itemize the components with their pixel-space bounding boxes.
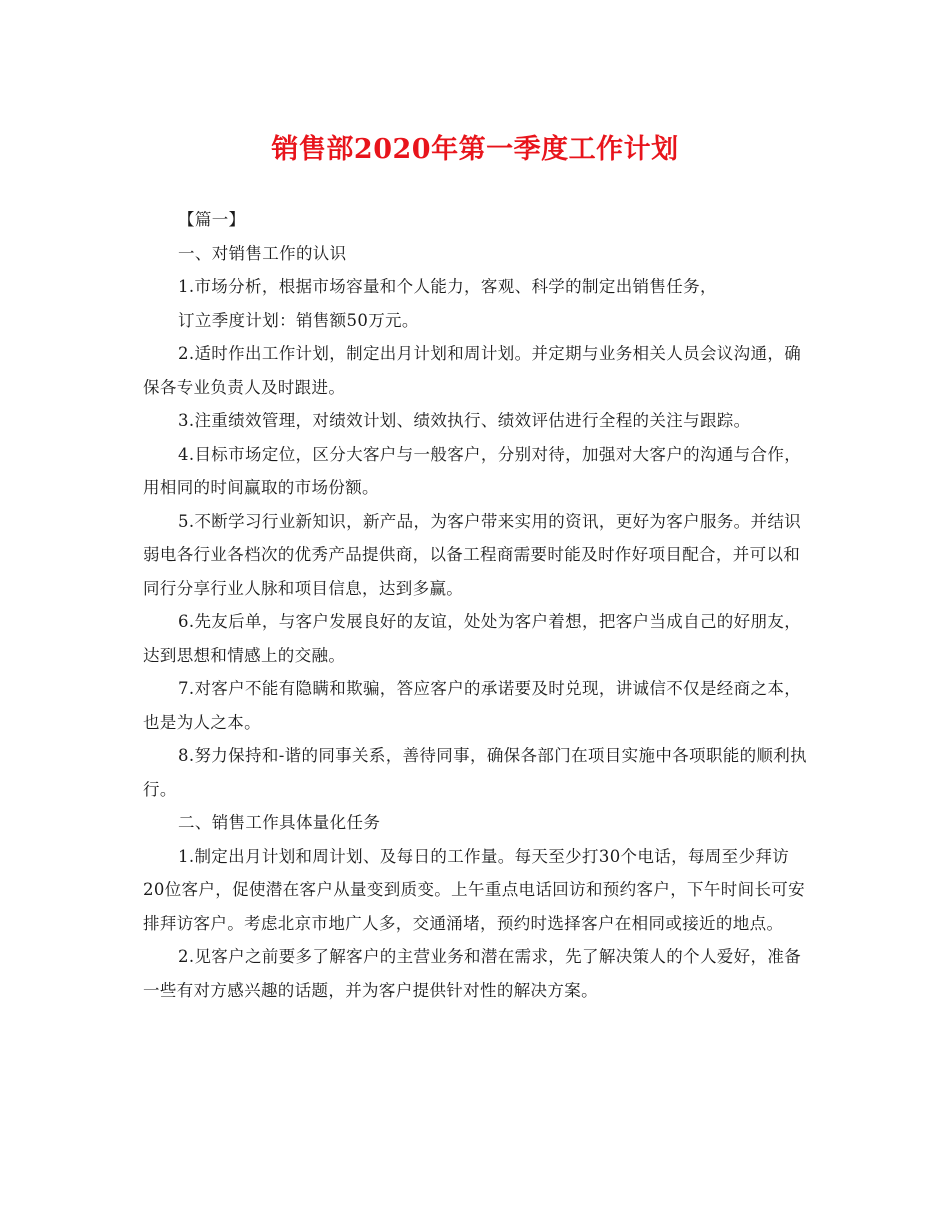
paragraph-1-5: 5.不断学习行业新知识，新产品，为客户带来实用的资讯，更好为客户服务。并结识弱电各行业各档次的优秀产品提供商，以备工程商需要时能及时作好项目配合，并可以和同行分享行业人脉和项目信息，达到多赢。 <box>143 511 802 598</box>
heading-2: 二、销售工作具体量化任务 <box>178 813 381 832</box>
paragraph-1-3: 3.注重绩效管理，对绩效计划、绩效执行、绩效评估进行全程的关注与跟踪。 <box>178 411 751 430</box>
paragraph-1-7: 7.对客户不能有隐瞒和欺骗，答应客户的承诺要及时兑现，讲诚信不仅是经商之本，也是为人之本。 <box>143 679 802 732</box>
heading-1: 一、对销售工作的认识 <box>178 243 347 263</box>
paragraph-2-1: 1.制定出月计划和周计划、及每日的工作量。每天至少打30个电话，每周至少拜访20位客户，促使潜在客户从量变到质变。上午重点电话回访和预约客户，下午时间长可安排拜访客户。考虑北京市地广人多，交通涌堵，预约时选择客户在相同或接近的地点。 <box>143 846 805 933</box>
paragraph-1-4: 4.目标市场定位，区分大客户与一般客户，分别对待，加强对大客户的沟通与合作，用相同的时间赢取的市场份额。 <box>143 444 802 497</box>
section-label: 【篇一】 <box>178 210 246 229</box>
paragraph-1-1: 1.市场分析，根据市场容量和个人能力，客观、科学的制定出销售任务， <box>178 277 717 296</box>
document-body <box>143 203 808 1007</box>
paragraph-1-2: 2.适时作出工作计划，制定出月计划和周计划。并定期与业务相关人员会议沟通，确保各专业负责人及时跟进。 <box>143 344 802 397</box>
paragraph-1-1-continued: 订立季度计划：销售额50万元。 <box>178 310 419 330</box>
paragraph-2-2: 2.见客户之前要多了解客户的主营业务和潜在需求，先了解决策人的个人爱好，准备一些有对方感兴趣的话题，并为客户提供针对性的解决方案。 <box>143 947 802 1000</box>
paragraph-1-6: 6.先友后单，与客户发展良好的友谊，处处为客户着想，把客户当成自己的好朋友，达到思想和情感上的交融。 <box>143 612 802 665</box>
paragraph-1-8: 8.努力保持和-谐的同事关系，善待同事，确保各部门在项目实施中各项职能的顺利执行。 <box>143 746 807 799</box>
document-title: 销售部2020年第一季度工作计划 <box>271 134 679 165</box>
